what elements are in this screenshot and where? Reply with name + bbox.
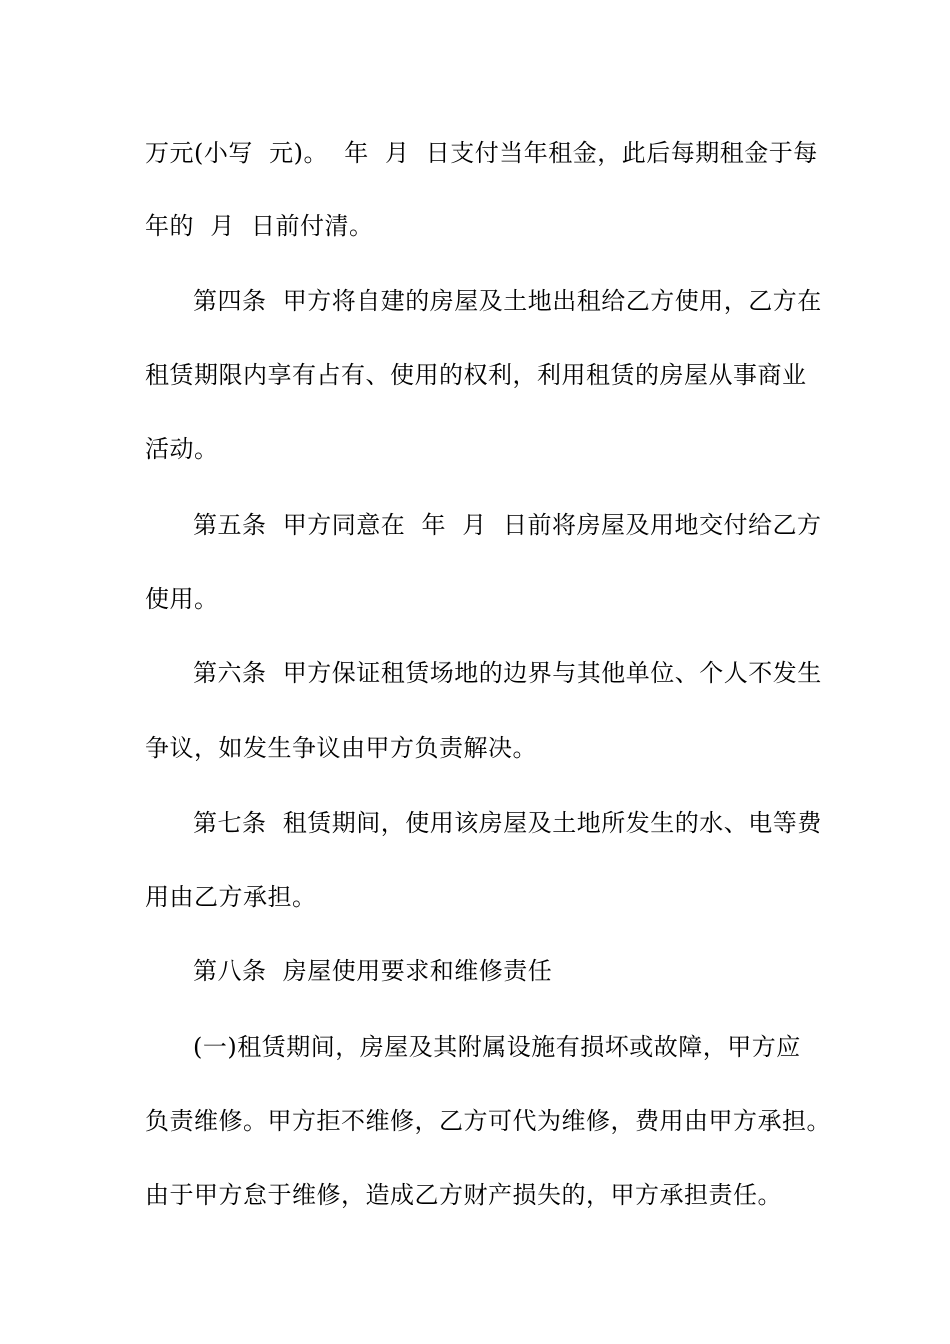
article-5-heading-line: 第五条 甲方同意在 年 月 日前将房屋及用地交付给乙方 [193, 511, 822, 539]
text-line: 由于甲方怠于维修，造成乙方财产损失的，甲方承担责任。 [145, 1181, 782, 1209]
text-line: 使用。 [145, 585, 219, 613]
text-line: 活动。 [145, 435, 219, 463]
text-line: 租赁期限内享有占有、使用的权利，利用租赁的房屋从事商业 [145, 361, 807, 389]
text-line: 负责维修。甲方拒不维修，乙方可代为维修，费用由甲方承担。 [145, 1107, 831, 1135]
text-line: 用由乙方承担。 [145, 883, 317, 911]
article-8-heading-line: 第八条 房屋使用要求和维修责任 [193, 957, 553, 985]
text-line: 年的 月 日前付清。 [145, 212, 374, 240]
clause-1-line: (一)租赁期间，房屋及其附属设施有损坏或故障，甲方应 [193, 1033, 801, 1061]
article-4-heading-line: 第四条 甲方将自建的房屋及土地出租给乙方使用，乙方在 [193, 287, 822, 315]
text-line: 争议，如发生争议由甲方负责解决。 [145, 734, 537, 762]
article-7-heading-line: 第七条 租赁期间，使用该房屋及土地所发生的水、电等费 [193, 809, 822, 837]
article-6-heading-line: 第六条 甲方保证租赁场地的边界与其他单位、个人不发生 [193, 659, 822, 687]
text-line: 万元(小写 元)。 年 月 日支付当年租金，此后每期租金于每 [145, 139, 818, 167]
